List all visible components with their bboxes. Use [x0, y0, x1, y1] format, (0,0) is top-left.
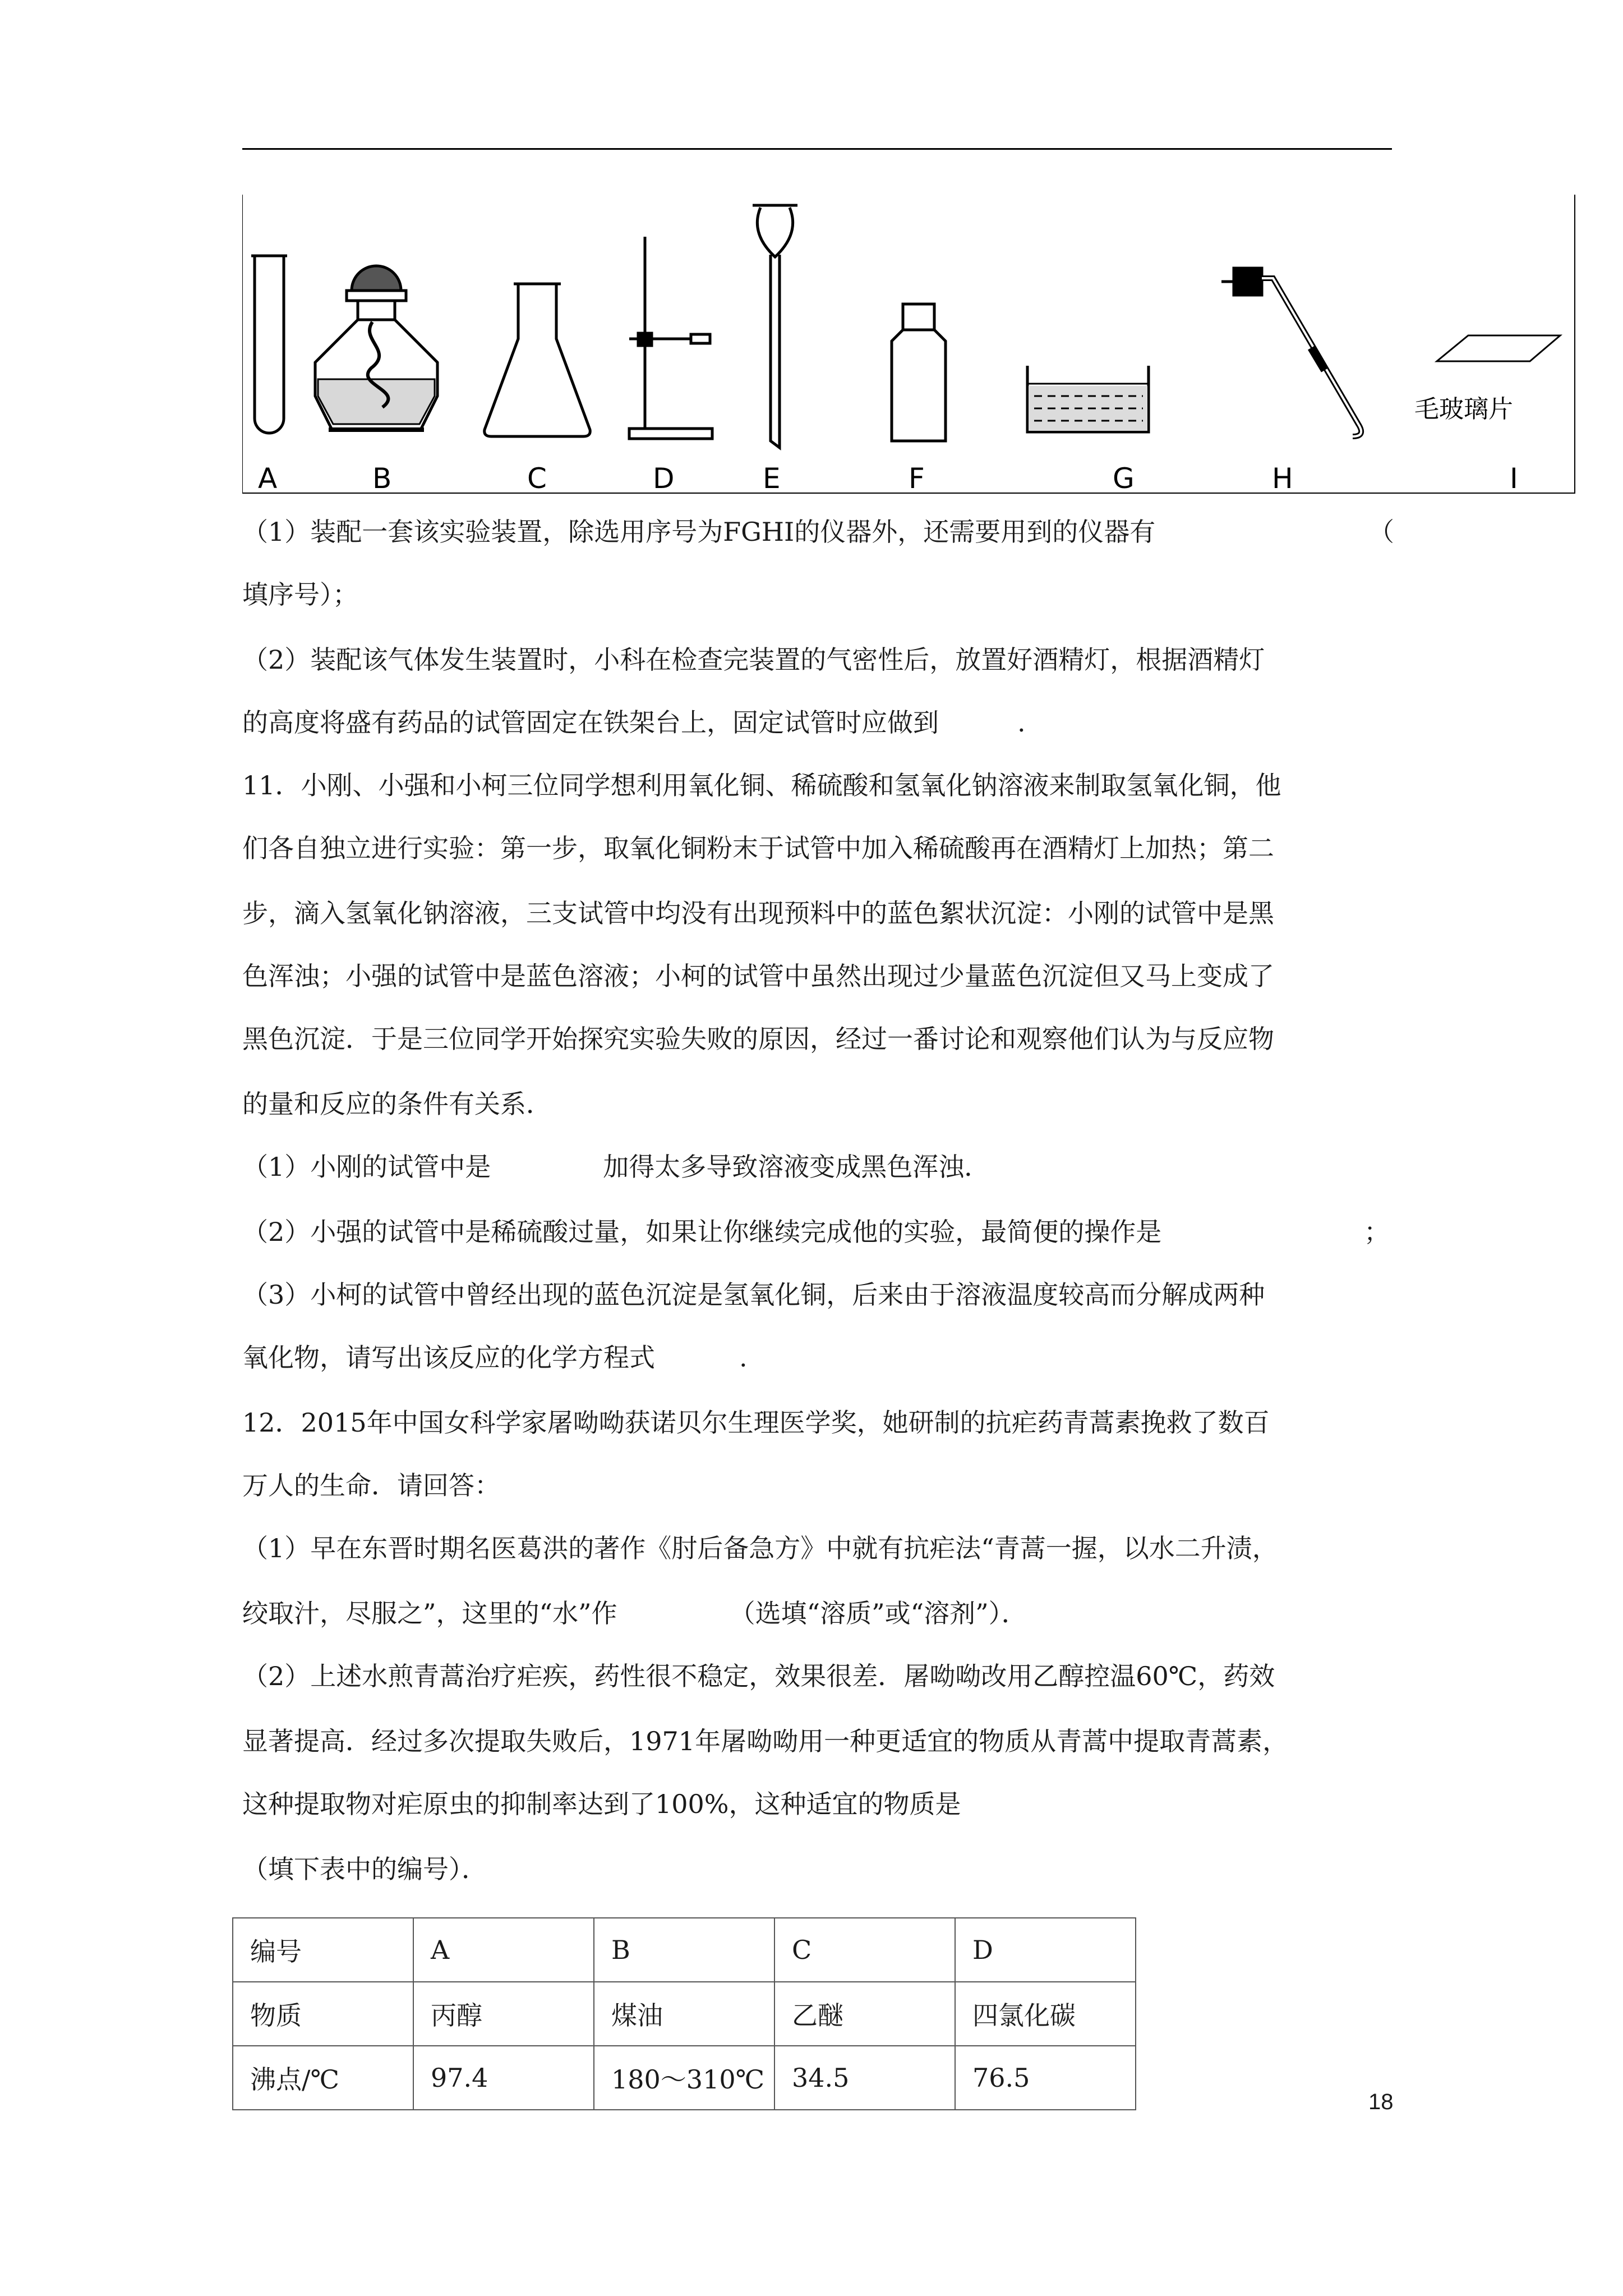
- q11-stem-line4: 色浑浊；小强的试管中是蓝色溶液；小柯的试管中虽然出现过少量蓝色沉淀但又马上变成了: [242, 961, 1274, 991]
- q11-stem-line2: 们各自独立进行实验：第一步，取氧化铜粉末于试管中加入稀硫酸再在酒精灯上加热；第二: [242, 833, 1274, 863]
- label-a: A: [258, 462, 278, 495]
- table-cell: C: [774, 1918, 955, 1982]
- iron-stand-icon: [629, 237, 712, 439]
- table-cell: 乙醚: [774, 1982, 955, 2046]
- label-f: F: [909, 462, 925, 495]
- label-d: D: [653, 462, 675, 495]
- q12-part1-line1: （1）早在东晋时期名医葛洪的著作《肘后备急方》中就有抗疟法“青蒿一握，以水二升渍，: [242, 1533, 1278, 1563]
- q11-stem-line3: 步，滴入氢氧化钠溶液，三支试管中均没有出现预料中的蓝色絮状沉淀：小刚的试管中是黑: [242, 898, 1274, 928]
- table-cell: B: [594, 1918, 774, 1982]
- q11-part3-line1: （3）小柯的试管中曾经出现的蓝色沉淀是氢氧化铜，后来由于溶液温度较高而分解成两种: [242, 1280, 1265, 1310]
- gas-bottle-icon: [892, 304, 946, 441]
- apparatus-svg: [242, 194, 1577, 497]
- test-tube-icon: [251, 256, 287, 433]
- label-i: I: [1510, 462, 1518, 495]
- q11-stem-line5: 黑色沉淀．于是三位同学开始探究实验失败的原因，经过一番讨论和观察他们认为与反应物: [242, 1024, 1274, 1054]
- q11-part1: （1）小刚的试管中是 加得太多导致溶液变成黑色浑浊．: [242, 1152, 990, 1182]
- q12-stem-line1: 12．2015年中国女科学家屠呦呦获诺贝尔生理医学奖，她研制的抗疟药青蒿素挽救了数百: [242, 1407, 1270, 1438]
- q10-part2-line1: （2）装配该气体发生装置时，小科在检查完装置的气密性后，放置好酒精灯，根据酒精灯: [242, 645, 1265, 675]
- water-trough-icon: [1027, 366, 1149, 432]
- table-cell: 97.4: [413, 2046, 594, 2110]
- q11-stem-line1: 11．小刚、小强和小柯三位同学想利用氧化铜、稀硫酸和氢氧化钠溶液来制取氢氧化铜，他: [242, 770, 1281, 800]
- table-cell: 丙醇: [413, 1982, 594, 2046]
- table-cell: 76.5: [955, 2046, 1136, 2110]
- table-row: [233, 2046, 1136, 2110]
- q11-part3-line2: 氧化物，请写出该反应的化学方程式 .: [242, 1342, 748, 1373]
- table-cell: 沸点/℃: [233, 2046, 413, 2110]
- table-cell: A: [413, 1918, 594, 1982]
- label-b: B: [372, 462, 392, 495]
- table-row: [233, 1982, 1136, 2046]
- glass-plate-label: 毛玻璃片: [1414, 395, 1513, 424]
- apparatus-figure: [242, 194, 1577, 497]
- table-cell: 四氯化碳: [955, 1982, 1136, 2046]
- header-rule: [242, 148, 1392, 150]
- table-cell: D: [955, 1918, 1136, 1982]
- q12-part2-line4: （填下表中的编号）．: [242, 1854, 487, 1884]
- q12-stem-line2: 万人的生命．请回答：: [242, 1470, 500, 1501]
- label-c: C: [527, 462, 547, 495]
- q12-part2-line3: 这种提取物对疟原虫的抑制率达到了100%，这种适宜的物质是: [242, 1789, 961, 1819]
- conical-flask-icon: [485, 284, 591, 436]
- delivery-tube-icon: [1221, 268, 1361, 436]
- table-cell: 34.5: [774, 2046, 955, 2110]
- boiling-point-table: [232, 1917, 1136, 2110]
- glass-plate-icon: [1437, 335, 1560, 361]
- page-number: 18: [1368, 2090, 1394, 2114]
- q12-part2-line1: （2）上述水煎青蒿治疗疟疾，药性很不稳定，效果很差．屠呦呦改用乙醇控温60℃，药效: [242, 1661, 1275, 1691]
- table-cell: 180～310℃: [594, 2046, 774, 2110]
- q10-part1-line1: （1）装配一套该实验装置，除选用序号为FGHI的仪器外，还需要用到的仪器有 （: [242, 517, 1394, 547]
- q12-part2-line2: 显著提高．经过多次提取失败后，1971年屠呦呦用一种更适宜的物质从青蒿中提取青蒿素，: [242, 1726, 1289, 1756]
- q10-part2-line2: 的高度将盛有药品的试管固定在铁架台上，固定试管时应做到 .: [242, 707, 1026, 738]
- q12-part1-line2: 绞取汁，尽服之”，这里的“水”作 （选填“溶质”或“溶剂”）．: [242, 1598, 1027, 1628]
- label-g: G: [1113, 462, 1135, 495]
- alcohol-lamp-icon: [315, 266, 437, 430]
- q11-stem-line6: 的量和反应的条件有关系．: [242, 1089, 552, 1119]
- funnel-icon: [753, 205, 797, 448]
- q10-part1-line2: 填序号）；: [242, 579, 358, 610]
- table-cell: 物质: [233, 1982, 413, 2046]
- label-e: E: [763, 462, 781, 495]
- table-cell: 煤油: [594, 1982, 774, 2046]
- table-row: [233, 1918, 1136, 1982]
- q11-part2: （2）小强的试管中是稀硫酸过量，如果让你继续完成他的实验，最简便的操作是 ；: [242, 1217, 1390, 1247]
- table-cell: 编号: [233, 1918, 413, 1982]
- label-h: H: [1272, 462, 1293, 495]
